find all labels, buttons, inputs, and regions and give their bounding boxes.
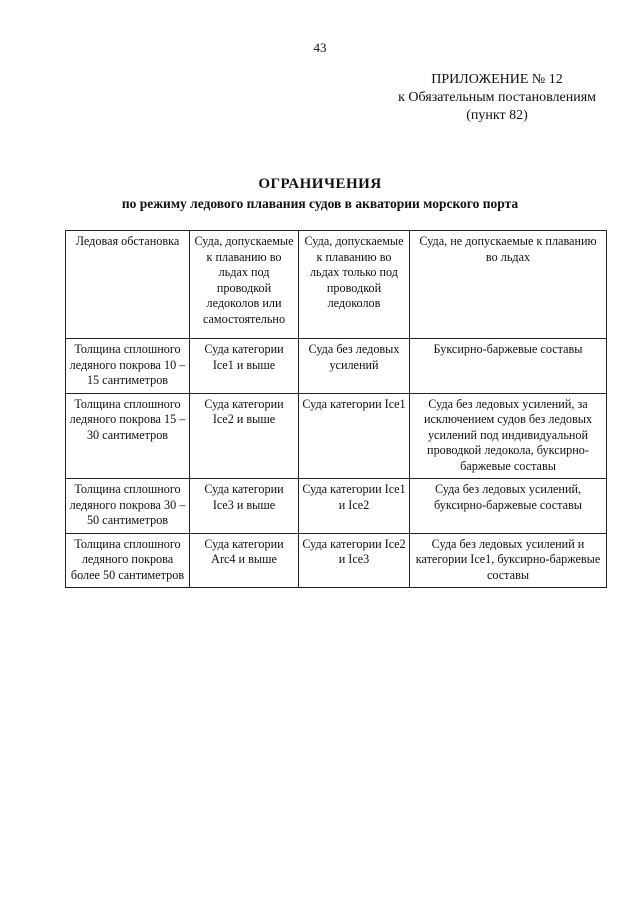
- ice-thickness-cell: Толщина сплошного ледяного покрова 30 – 50 сантиметров: [66, 479, 190, 534]
- appendix-clause: (пункт 82): [466, 108, 528, 123]
- ice-thickness-cell: Толщина сплошного ледяного покрова 10 – 15 сантиметров: [66, 339, 190, 394]
- not-allowed-cell: Суда без ледовых усилений, за исключением судов без ледовых усилений под индивидуальной проводкой ледокола, буксирно-баржевые составы: [410, 393, 607, 479]
- appendix-document: к Обязательным постановлениям: [398, 90, 596, 105]
- table-header-row: [66, 231, 607, 339]
- allowed-cell: Суда категории Ice1 и выше: [190, 339, 299, 394]
- not-allowed-cell: Буксирно-баржевые составы: [410, 339, 607, 394]
- document-subtitle: по режиму ледового плавания судов в акватории морского порта: [121, 196, 519, 211]
- appendix-number: ПРИЛОЖЕНИЕ № 12: [431, 72, 563, 87]
- icebreaker-only-cell: Суда категории Ice1 и Ice2: [299, 479, 410, 534]
- allowed-cell: Суда категории Ice3 и выше: [190, 479, 299, 534]
- appendix-reference: [398, 71, 596, 125]
- table-row: [66, 393, 607, 479]
- not-allowed-cell: Суда без ледовых усилений и категории Ice1, буксирно-баржевые составы: [410, 533, 607, 588]
- ice-thickness-cell: Толщина сплошного ледяного покрова 15 – 30 сантиметров: [66, 393, 190, 479]
- header-allowed-only-with-icebreaker: Суда, допускаемые к плаванию во льдах только под проводкой ледоколов: [299, 231, 410, 339]
- icebreaker-only-cell: Суда категории Ice2 и Ice3: [299, 533, 410, 588]
- ice-thickness-cell: Толщина сплошного ледяного покрова более 50 сантиметров: [66, 533, 190, 588]
- table-row: [66, 479, 607, 534]
- document-title: ОГРАНИЧЕНИЯ: [258, 176, 382, 192]
- not-allowed-cell: Суда без ледовых усилений, буксирно-баржевые составы: [410, 479, 607, 534]
- icebreaker-only-cell: Суда без ледовых усилений: [299, 339, 410, 394]
- allowed-cell: Суда категории Ice2 и выше: [190, 393, 299, 479]
- allowed-cell: Суда категории Arc4 и выше: [190, 533, 299, 588]
- table-row: [66, 339, 607, 394]
- ice-navigation-restrictions-table: [65, 230, 607, 588]
- icebreaker-only-cell: Суда категории Ice1: [299, 393, 410, 479]
- header-ice-conditions: Ледовая обстановка: [66, 231, 190, 339]
- header-not-allowed: Суда, не допускаемые к плаванию во льдах: [410, 231, 607, 339]
- header-allowed-with-or-without-icebreaker: Суда, допускаемые к плаванию во льдах под проводкой ледоколов или самостоятельно: [190, 231, 299, 339]
- page-number: 43: [313, 40, 327, 55]
- table-row: [66, 533, 607, 588]
